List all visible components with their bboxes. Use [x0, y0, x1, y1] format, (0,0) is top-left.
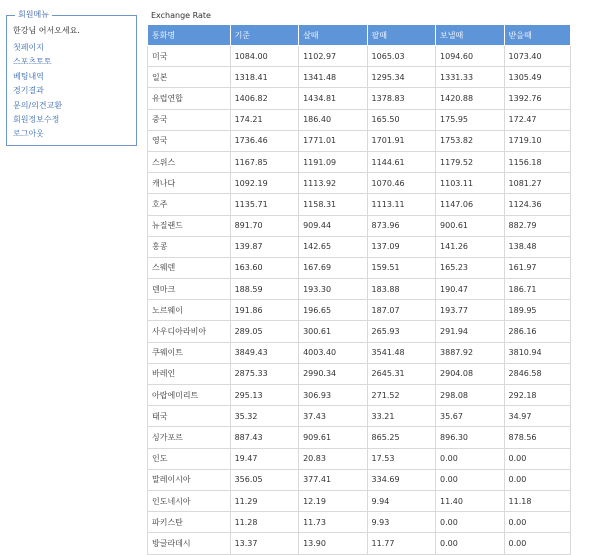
cell-currency: 캐나다: [148, 173, 231, 194]
header-currency: 통화명: [148, 25, 231, 46]
cell-currency: 영국: [148, 130, 231, 151]
cell-receive: 3810.94: [504, 342, 570, 363]
cell-send: 1103.11: [436, 173, 504, 194]
cell-buy: 13.90: [299, 533, 367, 554]
cell-sell: 1113.11: [367, 194, 435, 215]
table-row: [148, 151, 571, 172]
menu-item-match-results[interactable]: 경기결과: [13, 86, 44, 96]
cell-send: 0.00: [436, 469, 504, 490]
cell-buy: 1191.09: [299, 151, 367, 172]
cell-send: 165.23: [436, 257, 504, 278]
cell-buy: 12.19: [299, 490, 367, 511]
cell-send: 0.00: [436, 512, 504, 533]
cell-currency: 바레인: [148, 363, 231, 384]
cell-send: 190.47: [436, 279, 504, 300]
cell-receive: 1719.10: [504, 130, 570, 151]
cell-send: 1420.88: [436, 88, 504, 109]
cell-receive: 1124.36: [504, 194, 570, 215]
cell-buy: 377.41: [299, 469, 367, 490]
menu-item-bet-history[interactable]: 베팅내역: [13, 71, 44, 81]
cell-receive: 161.97: [504, 257, 570, 278]
cell-currency: 스위스: [148, 151, 231, 172]
table-row: [148, 363, 571, 384]
cell-sell: 1701.91: [367, 130, 435, 151]
cell-send: 1331.33: [436, 67, 504, 88]
cell-receive: 1392.76: [504, 88, 570, 109]
menu-item-home[interactable]: 첫페이지: [13, 43, 44, 52]
cell-receive: 1081.27: [504, 173, 570, 194]
cell-sell: 271.52: [367, 385, 435, 406]
cell-send: 900.61: [436, 215, 504, 236]
cell-send: 1094.60: [436, 46, 504, 67]
cell-buy: 909.44: [299, 215, 367, 236]
cell-sell: 1378.83: [367, 88, 435, 109]
cell-send: 0.00: [436, 448, 504, 469]
table-row: [148, 469, 571, 490]
cell-buy: 186.40: [299, 109, 367, 130]
welcome-message: 한강님 어서오세요.: [13, 26, 80, 35]
cell-receive: 186.71: [504, 279, 570, 300]
exchange-rate-title: Exchange Rate: [151, 11, 211, 20]
cell-receive: 189.95: [504, 300, 570, 321]
cell-base-rate: 13.37: [230, 533, 298, 554]
cell-currency: 유럽연합: [148, 88, 231, 109]
cell-currency: 파키스탄: [148, 512, 231, 533]
cell-sell: 1295.34: [367, 67, 435, 88]
cell-send: 2904.08: [436, 363, 504, 384]
cell-receive: 878.56: [504, 427, 570, 448]
member-menu-box: [6, 10, 137, 146]
cell-send: 141.26: [436, 236, 504, 257]
cell-send: 11.40: [436, 490, 504, 511]
cell-sell: 1070.46: [367, 173, 435, 194]
cell-receive: 286.16: [504, 321, 570, 342]
cell-buy: 1113.92: [299, 173, 367, 194]
cell-buy: 1158.31: [299, 194, 367, 215]
cell-sell: 187.07: [367, 300, 435, 321]
cell-currency: 말레이시아: [148, 469, 231, 490]
cell-buy: 909.61: [299, 427, 367, 448]
cell-send: 291.94: [436, 321, 504, 342]
cell-currency: 노르웨이: [148, 300, 231, 321]
cell-sell: 265.93: [367, 321, 435, 342]
table-row: [148, 279, 571, 300]
cell-receive: 292.18: [504, 385, 570, 406]
cell-receive: 172.47: [504, 109, 570, 130]
table-row: [148, 46, 571, 67]
menu-item-inquiry[interactable]: 문의/의견교환: [13, 100, 63, 110]
cell-base-rate: 356.05: [230, 469, 298, 490]
cell-base-rate: 1318.41: [230, 67, 298, 88]
header-base-rate: 기준: [230, 25, 298, 46]
cell-currency: 스웨덴: [148, 257, 231, 278]
cell-sell: 334.69: [367, 469, 435, 490]
cell-receive: 1073.40: [504, 46, 570, 67]
cell-receive: 1305.49: [504, 67, 570, 88]
cell-buy: 11.73: [299, 512, 367, 533]
cell-base-rate: 174.21: [230, 109, 298, 130]
cell-send: 1753.82: [436, 130, 504, 151]
cell-send: 35.67: [436, 406, 504, 427]
cell-base-rate: 163.60: [230, 257, 298, 278]
cell-currency: 방글라데시: [148, 533, 231, 554]
cell-base-rate: 11.28: [230, 512, 298, 533]
cell-currency: 덴마크: [148, 279, 231, 300]
cell-sell: 865.25: [367, 427, 435, 448]
cell-receive: 0.00: [504, 469, 570, 490]
cell-sell: 873.96: [367, 215, 435, 236]
table-row: [148, 130, 571, 151]
cell-sell: 1144.61: [367, 151, 435, 172]
exchange-rate-table: [147, 24, 571, 555]
cell-sell: 3541.48: [367, 342, 435, 363]
cell-sell: 165.50: [367, 109, 435, 130]
table-header-row: [148, 25, 571, 46]
table-row: [148, 109, 571, 130]
table-row: [148, 533, 571, 554]
cell-base-rate: 1135.71: [230, 194, 298, 215]
header-buy: 살때: [299, 25, 367, 46]
cell-currency: 사우디아라비아: [148, 321, 231, 342]
cell-currency: 인도: [148, 448, 231, 469]
cell-sell: 183.88: [367, 279, 435, 300]
cell-send: 3887.92: [436, 342, 504, 363]
cell-base-rate: 295.13: [230, 385, 298, 406]
member-menu-title: 회원메뉴: [15, 9, 52, 21]
cell-currency: 일본: [148, 67, 231, 88]
cell-buy: 4003.40: [299, 342, 367, 363]
cell-base-rate: 1084.00: [230, 46, 298, 67]
cell-send: 1179.52: [436, 151, 504, 172]
cell-currency: 싱가포르: [148, 427, 231, 448]
cell-sell: 17.53: [367, 448, 435, 469]
cell-sell: 159.51: [367, 257, 435, 278]
cell-send: 1147.06: [436, 194, 504, 215]
table-row: [148, 448, 571, 469]
table-row: [148, 512, 571, 533]
header-sell: 팔때: [367, 25, 435, 46]
table-row: [148, 173, 571, 194]
cell-receive: 882.79: [504, 215, 570, 236]
cell-base-rate: 289.05: [230, 321, 298, 342]
table-row: [148, 490, 571, 511]
cell-base-rate: 887.43: [230, 427, 298, 448]
cell-sell: 2645.31: [367, 363, 435, 384]
table-row: [148, 300, 571, 321]
cell-sell: 33.21: [367, 406, 435, 427]
table-row: [148, 194, 571, 215]
cell-buy: 1102.97: [299, 46, 367, 67]
cell-receive: 11.18: [504, 490, 570, 511]
cell-send: 0.00: [436, 533, 504, 554]
cell-receive: 0.00: [504, 512, 570, 533]
menu-item-sports-toto[interactable]: 스포츠토토: [13, 57, 52, 67]
cell-base-rate: 1092.19: [230, 173, 298, 194]
table-row: [148, 257, 571, 278]
header-receive: 받을때: [504, 25, 570, 46]
menu-item-logout[interactable]: 로그아웃: [13, 129, 44, 139]
cell-currency: 뉴질랜드: [148, 215, 231, 236]
table-row: [148, 236, 571, 257]
cell-currency: 쿠웨이트: [148, 342, 231, 363]
cell-base-rate: 139.87: [230, 236, 298, 257]
cell-receive: 1156.18: [504, 151, 570, 172]
cell-base-rate: 11.29: [230, 490, 298, 511]
table-row: [148, 67, 571, 88]
cell-base-rate: 1406.82: [230, 88, 298, 109]
cell-sell: 137.09: [367, 236, 435, 257]
cell-sell: 1065.03: [367, 46, 435, 67]
cell-buy: 306.93: [299, 385, 367, 406]
cell-buy: 1341.48: [299, 67, 367, 88]
cell-currency: 인도네시아: [148, 490, 231, 511]
cell-currency: 태국: [148, 406, 231, 427]
cell-send: 298.08: [436, 385, 504, 406]
header-send: 보낼때: [436, 25, 504, 46]
table-row: [148, 321, 571, 342]
cell-buy: 300.61: [299, 321, 367, 342]
cell-buy: 2990.34: [299, 363, 367, 384]
exchange-rate-body: [148, 46, 571, 555]
cell-sell: 9.94: [367, 490, 435, 511]
menu-item-edit-profile[interactable]: 회원정보수정: [13, 114, 60, 124]
cell-receive: 34.97: [504, 406, 570, 427]
cell-currency: 호주: [148, 194, 231, 215]
cell-buy: 1434.81: [299, 88, 367, 109]
cell-base-rate: 1736.46: [230, 130, 298, 151]
cell-receive: 0.00: [504, 448, 570, 469]
cell-base-rate: 188.59: [230, 279, 298, 300]
cell-buy: 193.30: [299, 279, 367, 300]
cell-buy: 167.69: [299, 257, 367, 278]
cell-base-rate: 2875.33: [230, 363, 298, 384]
cell-send: 896.30: [436, 427, 504, 448]
table-row: [148, 342, 571, 363]
cell-buy: 37.43: [299, 406, 367, 427]
table-row: [148, 427, 571, 448]
cell-currency: 홍콩: [148, 236, 231, 257]
cell-receive: 0.00: [504, 533, 570, 554]
cell-receive: 138.48: [504, 236, 570, 257]
cell-currency: 미국: [148, 46, 231, 67]
table-row: [148, 215, 571, 236]
table-row: [148, 385, 571, 406]
cell-base-rate: 891.70: [230, 215, 298, 236]
cell-sell: 11.77: [367, 533, 435, 554]
member-menu-list: [13, 41, 62, 142]
cell-base-rate: 191.86: [230, 300, 298, 321]
cell-send: 193.77: [436, 300, 504, 321]
cell-base-rate: 19.47: [230, 448, 298, 469]
cell-sell: 9.93: [367, 512, 435, 533]
cell-buy: 1771.01: [299, 130, 367, 151]
cell-buy: 142.65: [299, 236, 367, 257]
table-row: [148, 88, 571, 109]
cell-base-rate: 3849.43: [230, 342, 298, 363]
cell-base-rate: 35.32: [230, 406, 298, 427]
cell-base-rate: 1167.85: [230, 151, 298, 172]
cell-currency: 중국: [148, 109, 231, 130]
cell-buy: 196.65: [299, 300, 367, 321]
cell-currency: 아랍에미리트: [148, 385, 231, 406]
cell-send: 175.95: [436, 109, 504, 130]
cell-receive: 2846.58: [504, 363, 570, 384]
table-row: [148, 406, 571, 427]
cell-buy: 20.83: [299, 448, 367, 469]
